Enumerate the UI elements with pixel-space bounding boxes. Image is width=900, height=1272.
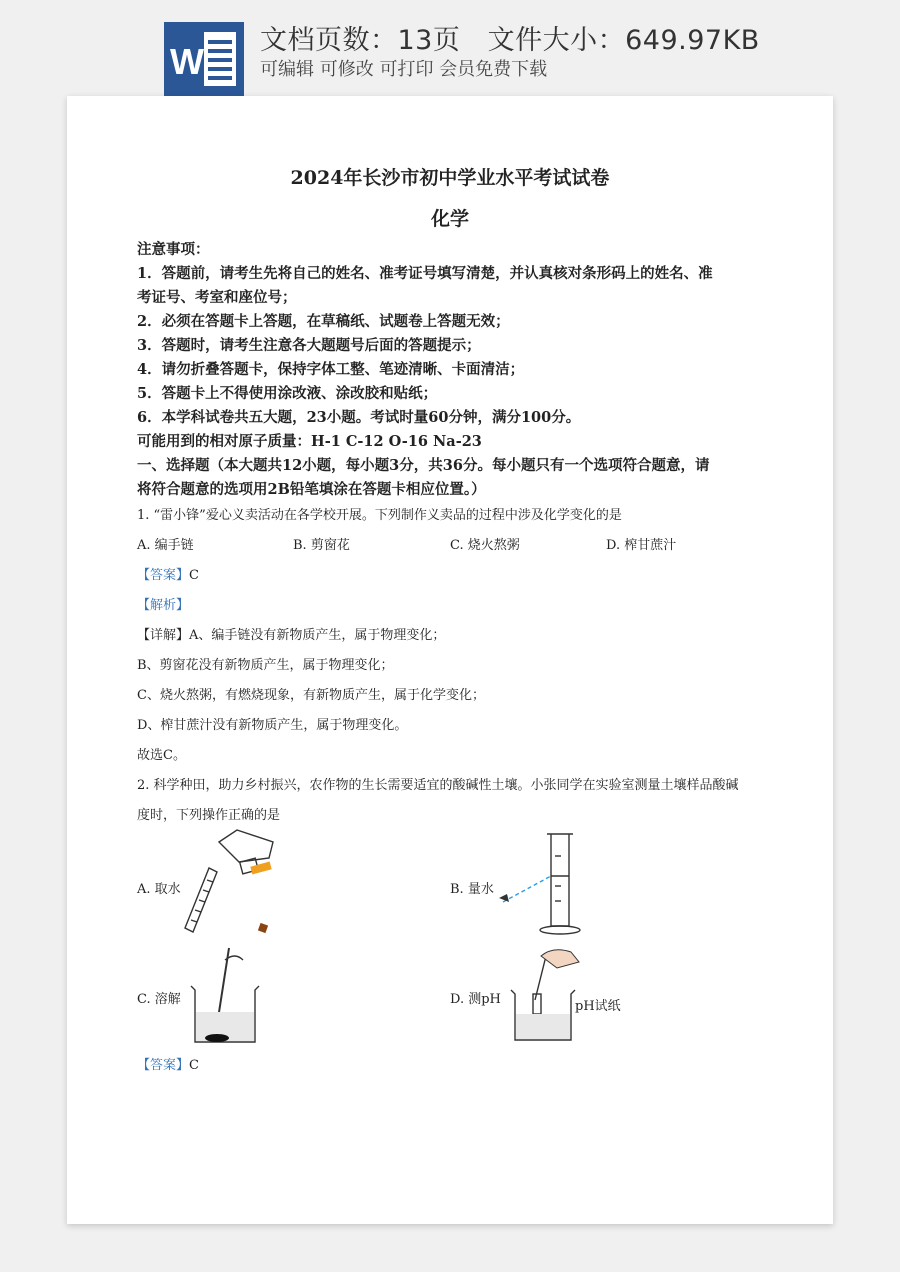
exam-title: 2024年长沙市初中学业水平考试试卷 (290, 167, 610, 189)
option-d: D. 测pH (450, 992, 501, 1007)
option-c: C. 烧火熬粥 (450, 538, 520, 553)
conclusion-line: 故选C。 (137, 748, 186, 763)
answer-line (137, 564, 199, 583)
option-a: A. 编手链 (137, 538, 194, 553)
notice-line: 2．必须在答题卡上答题，在草稿纸、试题卷上答题无效； (137, 313, 510, 330)
answer-value: C (189, 1058, 199, 1073)
option-a: A. 取水 (137, 882, 181, 897)
question-stem: 2. 科学种田，助力乡村振兴，农作物的生长需要适宜的酸碱性土壤。小张同学在实验室测量土壤样品酸碱 (137, 778, 739, 793)
notice-line: 4．请勿折叠答题卡，保持字体工整、笔迹清晰、卡面清洁； (137, 361, 525, 378)
option-b: B. 剪窗花 (293, 538, 350, 553)
option-b: B. 量水 (450, 882, 494, 897)
option-d: D. 榨甘蔗汁 (606, 538, 677, 553)
word-document-icon (164, 22, 244, 96)
detail-tag: 【详解】 (137, 628, 190, 643)
detail-line: C、烧火熬粥，有燃烧现象，有新物质产生，属于化学变化； (137, 688, 485, 703)
notice-heading: 注意事项： (137, 241, 210, 258)
pouring-water-figure (179, 828, 289, 940)
answer-tag: 【答案】 (137, 1058, 190, 1073)
exam-subject: 化学 (430, 208, 469, 230)
notice-line: 3．答题时，请考生注意各大题题号后面的答题提示； (137, 337, 481, 354)
notice-line: 1．答题前，请考生先将自己的姓名、准考证号填写清楚，并认真核对条形码上的姓名、准 (137, 265, 713, 282)
ph-paper-label: pH试纸 (575, 999, 621, 1014)
notice-line: 考证号、考室和座位号； (137, 289, 297, 306)
analysis-tag: 【解析】 (137, 598, 190, 613)
detail-line: D、榨甘蔗汁没有新物质产生，属于物理变化。 (137, 718, 408, 733)
detail-text: A、编手链没有新物质产生，属于物理变化； (189, 628, 446, 643)
measuring-cylinder-figure (495, 826, 605, 942)
detail-line (137, 624, 445, 643)
answer-line (137, 1054, 199, 1073)
notice-line: 5．答题卡上不得使用涂改液、涂改胶和贴纸； (137, 385, 438, 402)
dissolving-beaker-figure (185, 946, 265, 1046)
document-page (67, 96, 833, 1224)
section-heading: 一、选择题（本大题共12小题，每小题3分，共36分。每小题只有一个选项符合题意，请 (137, 457, 710, 474)
option-c: C. 溶解 (137, 992, 181, 1007)
document-features-line: 可编辑 可修改 可打印 会员免费下载 (260, 59, 548, 80)
notice-line: 6．本学科试卷共五大题，23小题。考试时量60分钟，满分100分。 (137, 409, 581, 426)
atomic-mass-line: 可能用到的相对原子质量：H-1 C-12 O-16 Na-23 (137, 433, 482, 450)
document-info-header (0, 0, 900, 100)
document-info-line: 文档页数：13页 文件大小：649.97KB (260, 25, 760, 56)
svg-text:W: W (170, 41, 204, 82)
question-stem: 度时，下列操作正确的是 (137, 808, 281, 823)
section-heading: 将符合题意的选项用2B铅笔填涂在答题卡相应位置。） (137, 481, 486, 498)
detail-line: B、剪窗花没有新物质产生，属于物理变化； (137, 658, 394, 673)
question-stem: 1. “雷小锋”爱心义卖活动在各学校开展。下列制作义卖品的过程中涉及化学变化的是 (137, 508, 622, 523)
answer-value: C (189, 568, 199, 583)
answer-tag: 【答案】 (137, 568, 190, 583)
